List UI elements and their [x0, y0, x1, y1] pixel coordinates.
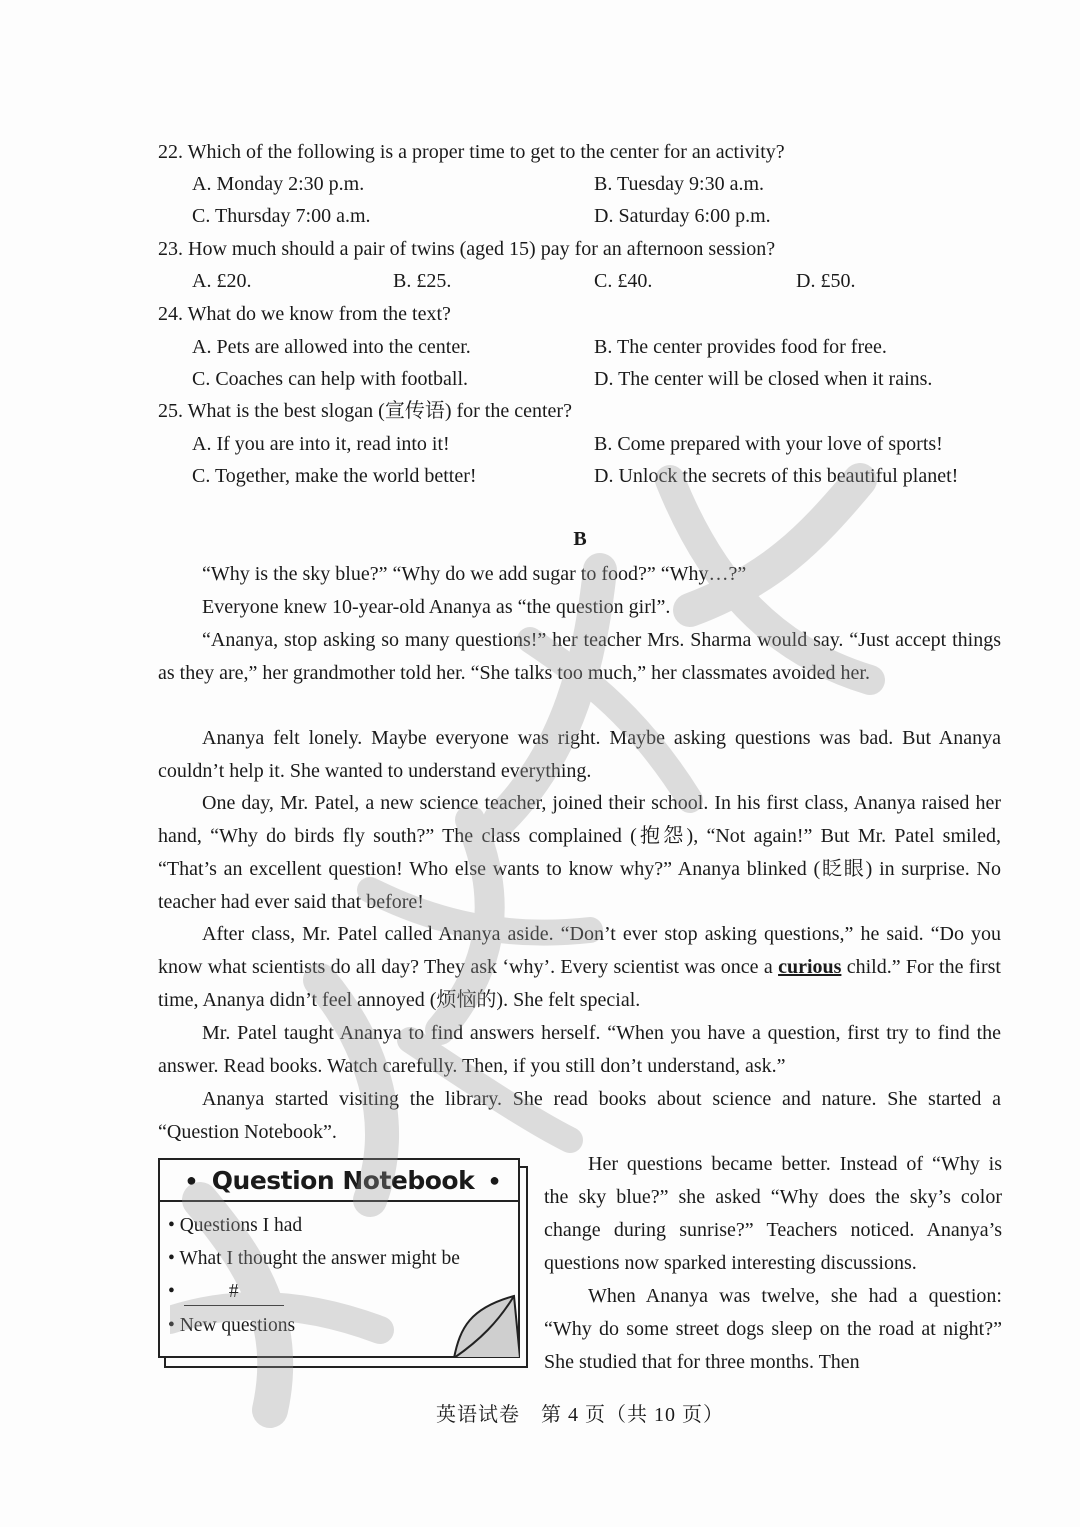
paragraph-8: Ananya started visiting the library. She read books about science and nature. She started a “Question Notebook”. — [158, 1088, 1001, 1143]
paragraph-4: Ananya felt lonely. Maybe everyone was right. Maybe asking questions was bad. But Ananya couldn’t help it. She wanted to understand everything. — [158, 727, 1001, 782]
question-25-option-b: B. Come prepared with your love of sports! — [594, 433, 943, 455]
question-22-option-b: B. Tuesday 9:30 a.m. — [594, 173, 765, 195]
paragraph-10: When Ananya was twelve, she had a question: “Why do some street dogs sleep on the road at night?” She studied that for three months. Then — [544, 1285, 1002, 1373]
paragraph-6-text-b: child.” For the first time, Ananya didn’t feel annoyed (烦恼的). She felt special. — [158, 956, 1001, 1011]
section-title: B — [573, 528, 587, 550]
question-25-option-a: A. If you are into it, read into it! — [192, 433, 450, 455]
paragraph-6-text-a: After class, Mr. Patel called Ananya aside. “Don’t ever stop asking questions,” he said. “Do you know what scientists do all day? They ask ‘why’. Every scientist was once a — [158, 923, 1001, 978]
question-22-option-c: C. Thursday 7:00 a.m. — [192, 205, 371, 227]
paragraph-7: Mr. Patel taught Ananya to find answers herself. “When you have a question, first try to find the answer. Read books. Watch carefully. Then, if you still don’t understand, ask.” — [158, 1022, 1001, 1077]
question-24-option-d: D. The center will be closed when it rains. — [594, 368, 933, 390]
bullet-dot-icon: • — [168, 1281, 175, 1302]
paragraph-3: “Ananya, stop asking so many questions!” her teacher Mrs. Sharma would say. “Just accept things as they are,” her grandmother told her. “She talks too much,” her classmates avoided her. — [158, 629, 1001, 684]
question-25-option-c: C. Together, make the world better! — [192, 465, 477, 487]
question-23-stem: 23. How much should a pair of twins (aged 15) pay for an afternoon session? — [158, 238, 776, 260]
notebook-item-answer-guess: • What I thought the answer might be — [168, 1248, 460, 1269]
question-notebook-box — [158, 1158, 520, 1358]
question-22-stem: 22. Which of the following is a proper time to get to the center for an activity? — [158, 141, 785, 163]
question-25-stem: 25. What is the best slogan (宣传语) for the center? — [158, 400, 572, 422]
notebook-item-new-questions: • New questions — [168, 1315, 296, 1336]
keyword-curious: curious — [778, 956, 842, 978]
question-23-option-c: C. £40. — [594, 270, 653, 292]
paragraph-5: One day, Mr. Patel, a new science teacher, joined their school. In his first class, Ananya raised her hand, “Why do birds fly south?” The class complained (抱怨), “Not again!” But Mr. Patel smiled, “That’s an excellent question! Who else wants to know why?” Ananya blinked (眨眼) in surprise. No teacher had ever said that before! — [158, 792, 1001, 913]
paragraph-1: “Why is the sky blue?” “Why do we add sugar to food?” “Why…?” — [202, 563, 747, 585]
paragraph-9: Her questions became better. Instead of “Why is the sky blue?” she asked “Why does the sky’s color change during sunrise?” Teachers noticed. Ananya’s questions now sparked interesting discussions. — [544, 1153, 1002, 1274]
bullet-dot-icon: ● — [186, 1169, 197, 1190]
question-24-stem: 24. What do we know from the text? — [158, 303, 451, 325]
bullet-dot-icon: ● — [489, 1169, 500, 1190]
question-24-option-c: C. Coaches can help with football. — [192, 368, 469, 390]
notebook-item-blank — [168, 1279, 284, 1306]
question-22-option-a: A. Monday 2:30 p.m. — [192, 173, 365, 195]
paragraph-2: Everyone knew 10-year-old Ananya as “the question girl”. — [202, 596, 671, 618]
question-23-option-a: A. £20. — [192, 270, 252, 292]
notebook-header — [160, 1160, 518, 1202]
answer-blank: # — [184, 1279, 284, 1306]
paragraph-6 — [158, 918, 1001, 1017]
question-24-option-b: B. The center provides food for free. — [594, 336, 887, 358]
page-footer: 英语试卷 第 4 页（共 10 页） — [436, 1404, 724, 1426]
question-25-option-d: D. Unlock the secrets of this beautiful planet! — [594, 465, 959, 487]
question-22-option-d: D. Saturday 6:00 p.m. — [594, 205, 771, 227]
question-23-option-b: B. £25. — [393, 270, 452, 292]
question-24-option-a: A. Pets are allowed into the center. — [192, 336, 471, 358]
question-23-option-d: D. £50. — [796, 270, 856, 292]
notebook-item-questions: • Questions I had — [168, 1215, 303, 1236]
notebook-title: Question Notebook — [211, 1165, 475, 1195]
page-curl-icon — [450, 1278, 520, 1358]
